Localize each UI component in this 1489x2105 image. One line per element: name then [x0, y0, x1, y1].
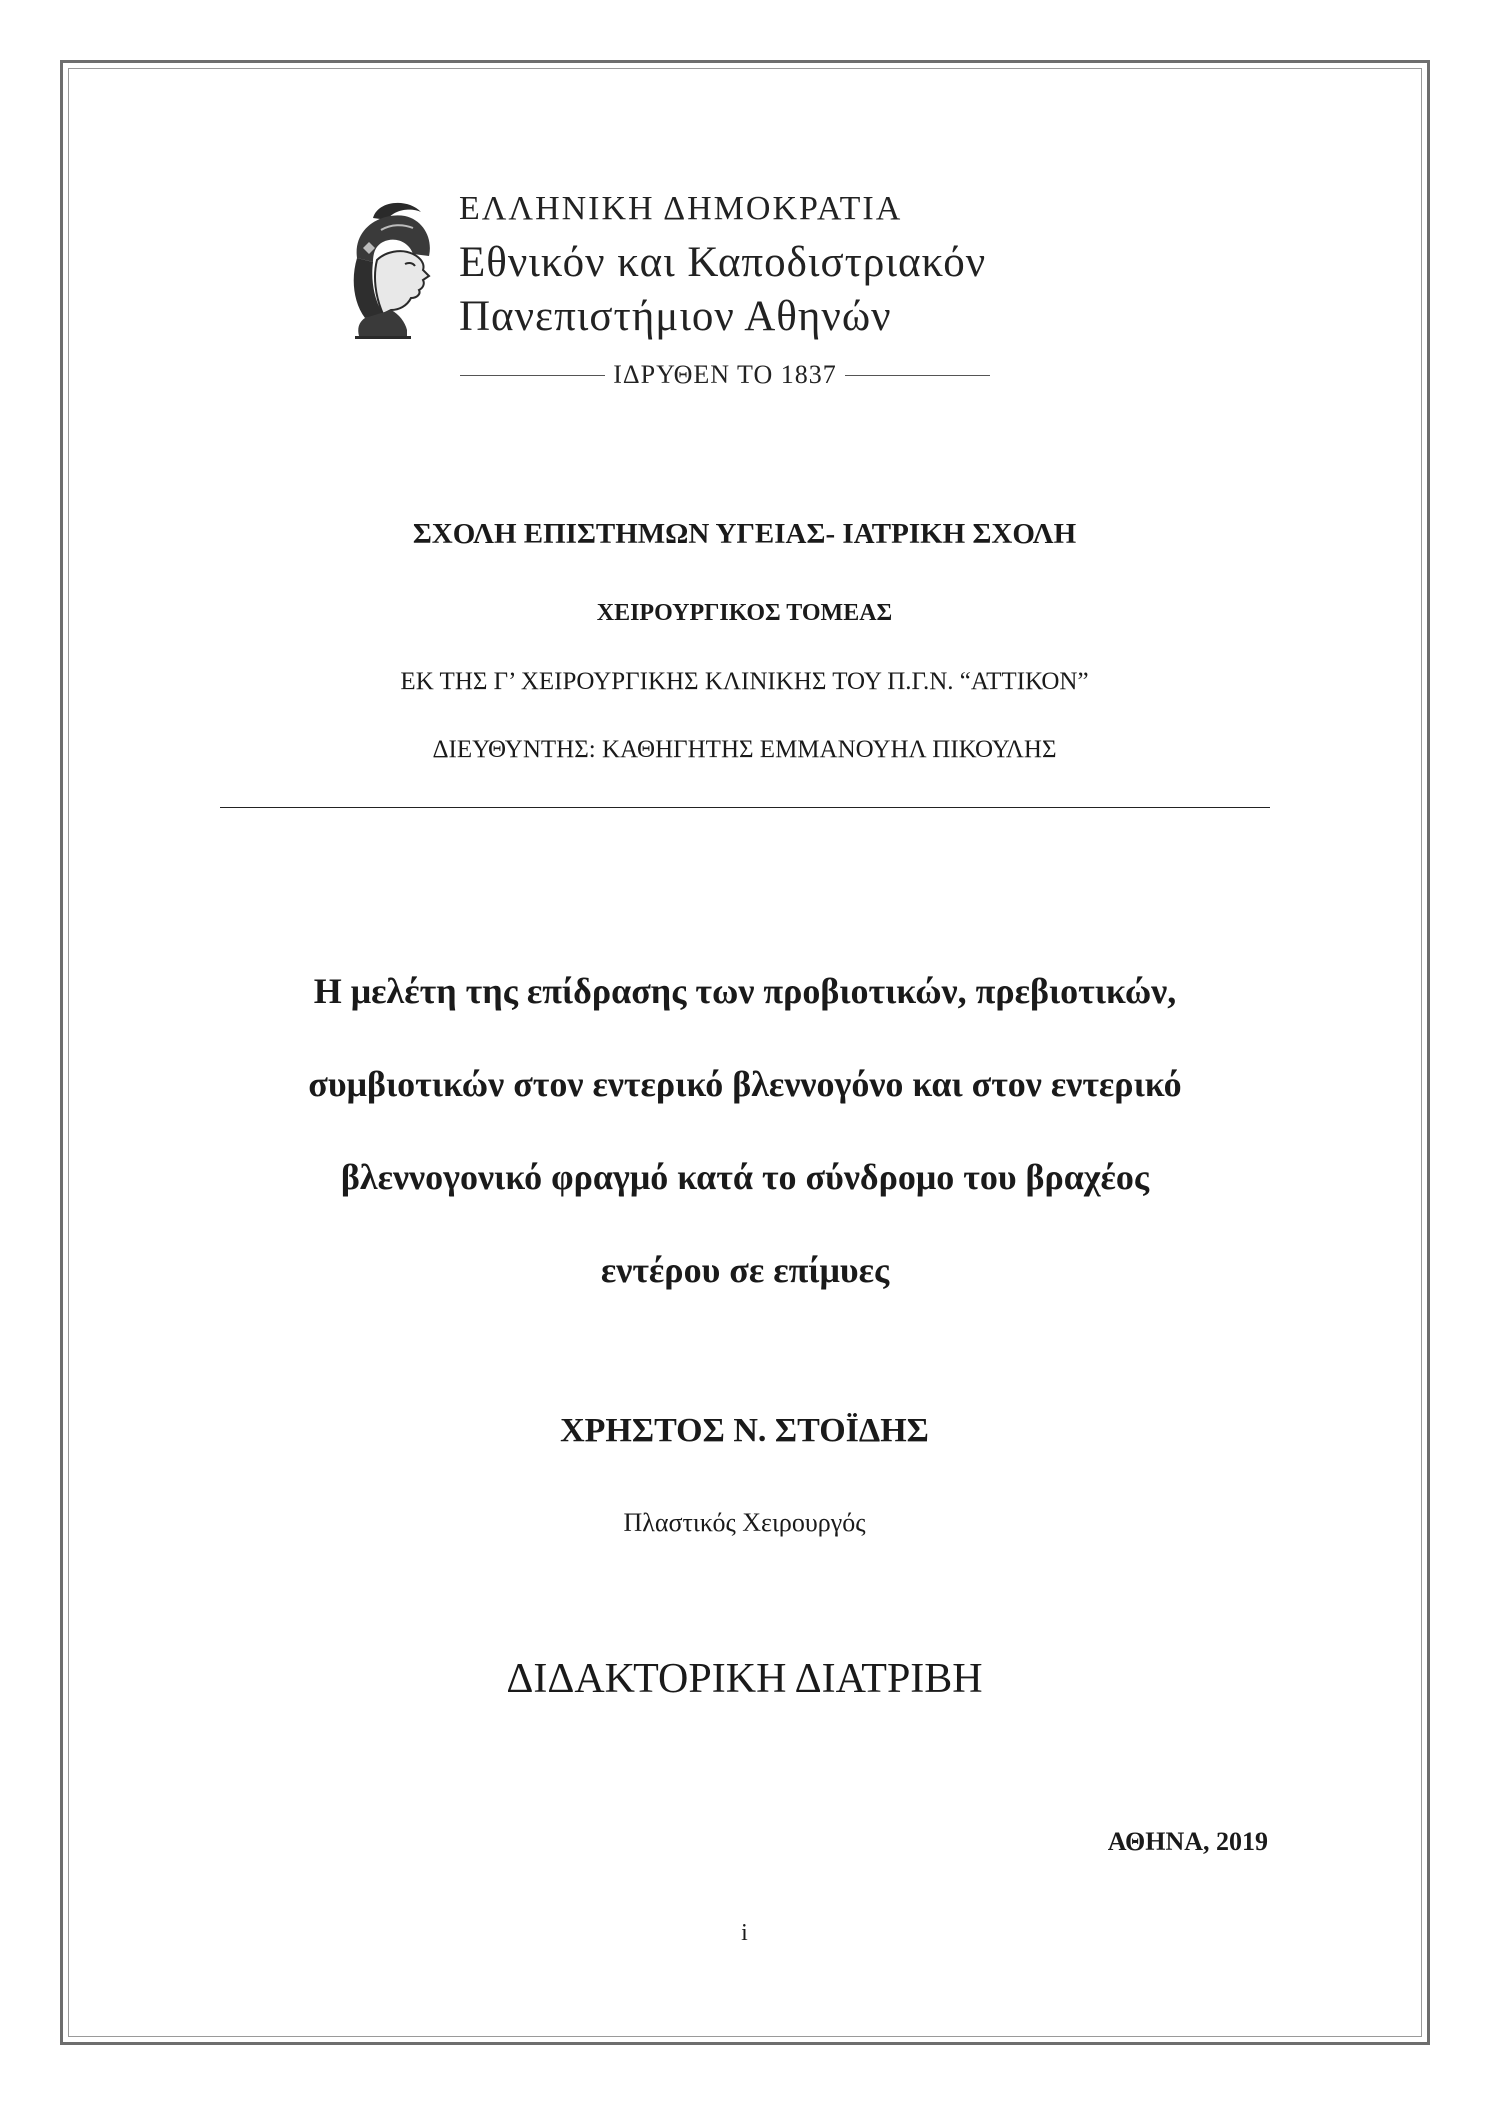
university-name-line2: Πανεπιστήμιον Αθηνών: [459, 293, 892, 340]
thesis-title: [180, 945, 1310, 1317]
place-year: ΑΘΗΝΑ, 2019: [1107, 1827, 1268, 1856]
author-role: Πλαστικός Χειρουργός: [623, 1508, 866, 1537]
page-number: i: [741, 1920, 748, 1946]
degree-type: ΔΙΔΑΚΤΟΡΙΚΗ ΔΙΑΤΡΙΒΗ: [506, 1656, 983, 1702]
thesis-title-line: Η μελέτη της επίδρασης των προβιοτικών, πρεβιοτικών,: [313, 971, 1177, 1011]
athena-head-icon: [343, 198, 443, 340]
director-name: ΔΙΕΥΘΥΝΤΗΣ: ΚΑΘΗΓΗΤΗΣ ΕΜΜΑΝΟΥΗΛ ΠΙΚΟΥΛΗΣ: [432, 736, 1057, 763]
thesis-title-line: συμβιοτικών στον εντερικό βλεννογόνο και στον εντερικό: [308, 1064, 1182, 1104]
founded-rule-left: [460, 375, 605, 376]
founded-text: ΙΔΡΥΘΕΝ ΤΟ 1837: [613, 360, 837, 389]
clinic-name: ΕΚ ΤΗΣ Γ’ ΧΕΙΡΟΥΡΓΙΚΗΣ ΚΛΙΝΙΚΗΣ ΤΟΥ Π.Γ.Ν. “ΑΤΤΙΚΟΝ”: [400, 668, 1089, 695]
author-name: ΧΡΗΣΤΟΣ Ν. ΣΤΟΪΔΗΣ: [560, 1412, 929, 1449]
thesis-title-line: βλεννογονικό φραγμό κατά το σύνδρομο του βραχέος: [340, 1157, 1150, 1197]
thesis-title-line: εντέρου σε επίμυες: [600, 1250, 890, 1290]
sector-name: ΧΕΙΡΟΥΡΓΙΚΟΣ ΤΟΜΕΑΣ: [596, 600, 893, 626]
university-country-line: ΕΛΛΗΝΙΚΗ ΔΗΜΟΚΡΑΤΙΑ: [459, 190, 903, 227]
university-founded: [460, 358, 990, 392]
founded-rule-right: [845, 375, 990, 376]
header-divider: [220, 807, 1270, 808]
school-name: ΣΧΟΛΗ ΕΠΙΣΤΗΜΩΝ ΥΓΕΙΑΣ- ΙΑΤΡΙΚΗ ΣΧΟΛΗ: [412, 518, 1077, 550]
university-name-line1: Εθνικόν και Καποδιστριακόν: [459, 239, 987, 286]
